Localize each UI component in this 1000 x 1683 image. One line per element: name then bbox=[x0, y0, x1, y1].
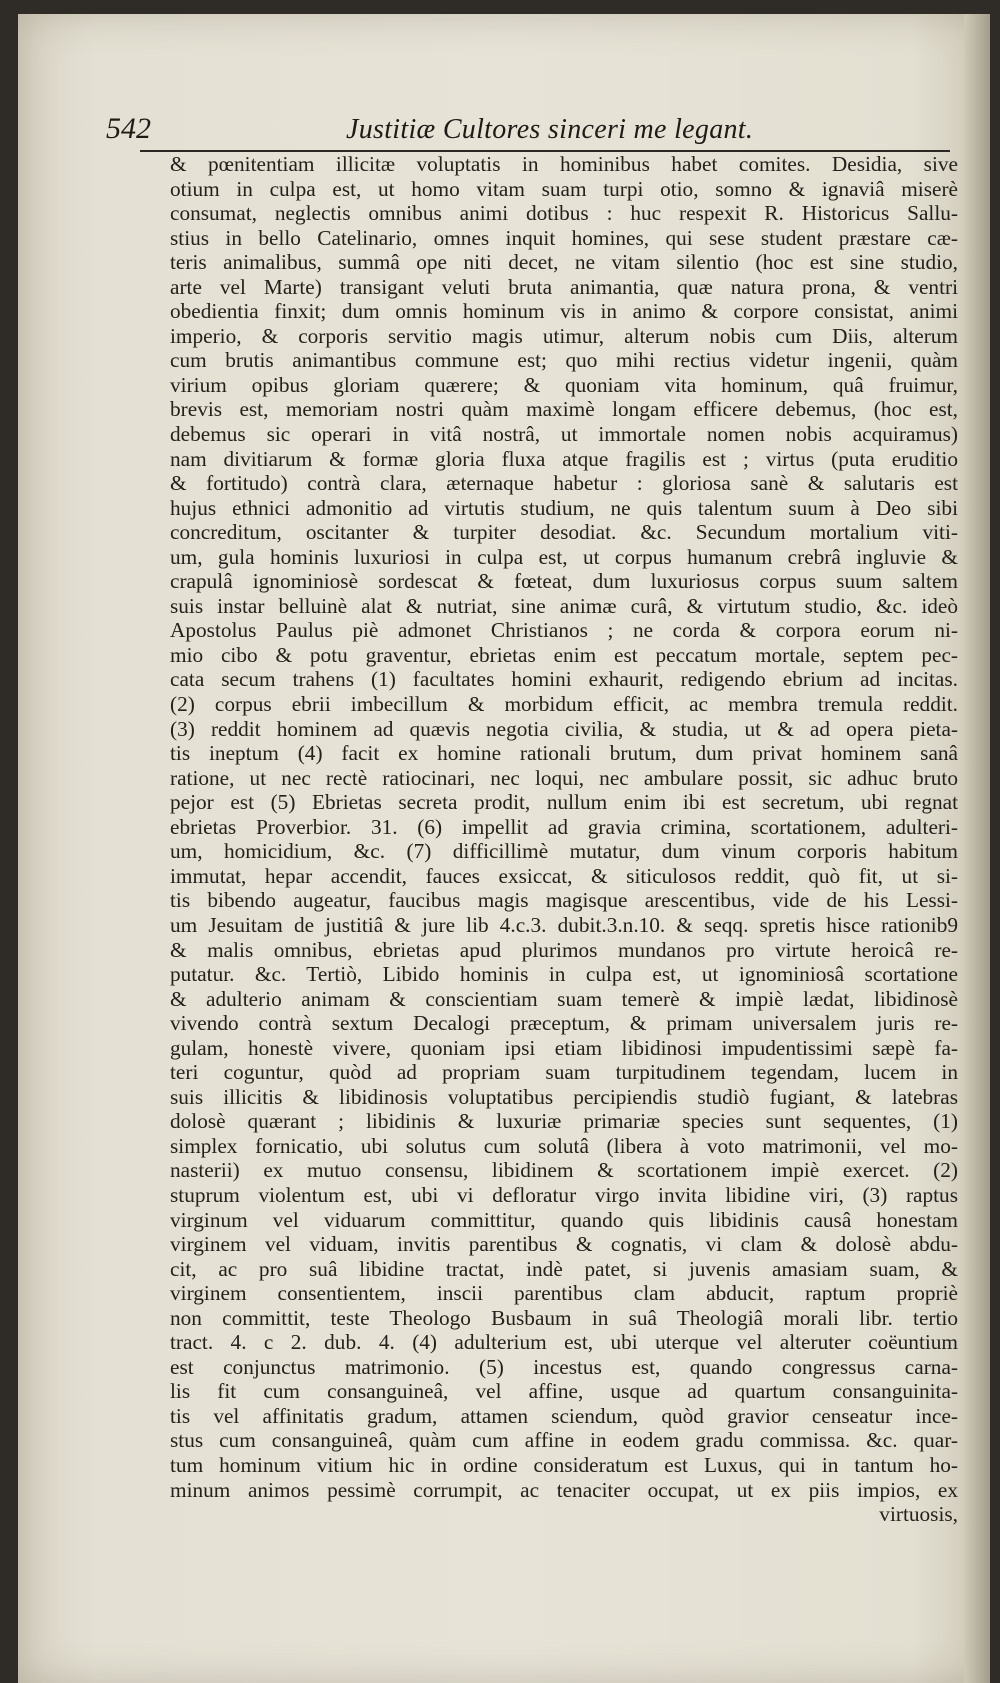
text-line: (3) reddit hominem ad quævis negotia civilia, & studia, ut & ad opera pieta- bbox=[170, 716, 958, 741]
text-line: tis ineptum (4) facit ex homine rationali brutum, dum privat hominem sanâ bbox=[170, 741, 958, 766]
body-text bbox=[170, 152, 958, 1527]
text-line: um, homicidium, &c. (7) difficillimè mutatur, dum vinum corporis habitum bbox=[170, 839, 958, 864]
text-line: gulam, honestè vivere, quoniam ipsi etiam libidinosi impudentissimi sæpè fa- bbox=[170, 1035, 958, 1060]
text-line: non committit, teste Theologo Busbaum in suâ Theologiâ morali libr. tertio bbox=[170, 1305, 958, 1330]
text-line: putatur. &c. Tertiò, Libido hominis in culpa est, ut ignominiosâ scortatione bbox=[170, 962, 958, 987]
text-line: debemus sic operari in vitâ nostrâ, ut immortale nomen nobis acquiramus) bbox=[170, 422, 958, 447]
page-edge bbox=[964, 14, 990, 1683]
running-head: Justitiæ Cultores sinceri me legant. bbox=[346, 114, 754, 145]
text-line: obedientia finxit; dum omnis hominum vis in animo & corpore consistat, animi bbox=[170, 299, 958, 324]
text-line: um Jesuitam de justitiâ & jure lib 4.c.3. dubit.3.n.10. & seqq. spretis hisce rationib9 bbox=[170, 912, 958, 937]
text-line: & malis omnibus, ebrietas apud plurimos mundanos pro virtute heroicâ re- bbox=[170, 937, 958, 962]
text-line: um, gula hominis luxuriosi in culpa est, ut corpus humanum crebrâ ingluvie & bbox=[170, 544, 958, 569]
text-line: virginem consentientem, inscii parentibus clam abducit, raptum propriè bbox=[170, 1281, 958, 1306]
text-line: vivendo contrà sextum Decalogi præceptum, & primam universalem juris re- bbox=[170, 1011, 958, 1036]
text-line: minum animos pessimè corrumpit, ac tenaciter occupat, ut ex piis impios, ex bbox=[170, 1477, 958, 1502]
text-line: teris animalibus, summâ ope niti decet, ne vitam silentio (hoc est sine studio, bbox=[170, 250, 958, 275]
text-line: concreditum, oscitanter & turpiter desodiat. &c. Secundum mortalium viti- bbox=[170, 520, 958, 545]
text-line: tum hominum vitium hic in ordine consideratum est Luxus, qui in tantum ho- bbox=[170, 1452, 958, 1477]
text-line: ratione, ut nec rectè ratiocinari, nec loqui, nec ambulare possit, sic adhuc bruto bbox=[170, 765, 958, 790]
text-line: cum brutis animantibus commune est; quo mihi rectius videtur ingenii, quàm bbox=[170, 348, 958, 373]
text-line: cata secum trahens (1) facultates homini exhaurit, redigendo ebrium ad incitas. bbox=[170, 667, 958, 692]
text-line: & pœnitentiam illicitæ voluptatis in hominibus habet comites. Desidia, sive bbox=[170, 152, 958, 176]
text-line: virginem vel viduam, invitis parentibus & cognatis, vi clam & dolosè abdu- bbox=[170, 1232, 958, 1257]
text-line: consumat, neglectis omnibus animi dotibus : huc respexit R. Historicus Sallu- bbox=[170, 201, 958, 226]
text-line: ebrietas Proverbior. 31. (6) impellit ad gravia crimina, scortationem, adulteri- bbox=[170, 814, 958, 839]
text-line: Apostolus Paulus piè admonet Christianos ; ne corda & corpora eorum ni- bbox=[170, 618, 958, 643]
text-line: immutat, hepar accendit, fauces exsiccat, & siticulosos reddit, quò fit, ut si- bbox=[170, 863, 958, 888]
text-line: arte vel Marte) transigant veluti bruta animantia, quæ natura prona, & ventri bbox=[170, 274, 958, 299]
text-line: & adulterio animam & conscientiam suam temerè & impiè lædat, libidinosè bbox=[170, 986, 958, 1011]
page-number: 542 bbox=[106, 112, 151, 145]
text-line: (2) corpus ebrii imbecillum & morbidum efficit, ac membra tremula reddit. bbox=[170, 692, 958, 717]
text-line: stius in bello Catelinario, omnes inquit homines, qui sese student præstare cæ- bbox=[170, 225, 958, 250]
text-line: est conjunctus matrimonio. (5) incestus est, quando congressus carna- bbox=[170, 1354, 958, 1379]
text-line: tis bibendo augeatur, faucibus magis magisque arescentibus, vide de his Lessi- bbox=[170, 888, 958, 913]
text-line: hujus ethnici admonitio ad virtutis studium, ne quis talentum suum à Deo sibi bbox=[170, 495, 958, 520]
text-line: stus cum consanguineâ, quàm cum affine in eodem gradu commissa. &c. quar- bbox=[170, 1428, 958, 1453]
text-line: virginum vel viduarum committitur, quando quis libidinis causâ honestam bbox=[170, 1207, 958, 1232]
text-line: mio cibo & potu graventur, ebrietas enim est peccatum mortale, septem pec- bbox=[170, 642, 958, 667]
text-line: & fortitudo) contrà clara, æternaque habetur : gloriosa sanè & salutaris est bbox=[170, 471, 958, 496]
text-line: dolosè quærant ; libidinis & luxuriæ primariæ species sunt sequentes, (1) bbox=[170, 1109, 958, 1134]
text-line: suis instar belluinè alat & nutriat, sine animæ curâ, & virtutum studio, &c. ideò bbox=[170, 593, 958, 618]
text-line: suis illicitis & libidinosis voluptatibus percipiendis studiò fugiant, & latebras bbox=[170, 1084, 958, 1109]
text-line: brevis est, memoriam nostri quàm maximè longam efficere debemus, (hoc est, bbox=[170, 397, 958, 422]
text-line: pejor est (5) Ebrietas secreta prodit, nullum enim ibi est secretum, ubi regnat bbox=[170, 790, 958, 815]
text-line: virtuosis, bbox=[879, 1502, 958, 1527]
text-line: otium in culpa est, ut homo vitam suam turpi otio, somno & ignaviâ miserè bbox=[170, 176, 958, 201]
text-line: teri coguntur, quòd ad propriam suam turpitudinem tegendam, lucem in bbox=[170, 1060, 958, 1085]
text-line: imperio, & corporis servitio magis utimur, alterum nobis cum Diis, alterum bbox=[170, 323, 958, 348]
text-line: simplex fornicatio, ubi solutus cum solutâ (libera à voto matrimonii, vel mo- bbox=[170, 1133, 958, 1158]
text-line: tract. 4. c 2. dub. 4. (4) adulterium est, ubi uterque vel alteruter coëuntium bbox=[170, 1330, 958, 1355]
text-line: cit, ac pro suâ libidine tractat, indè patet, si juvenis amasiam suam, & bbox=[170, 1256, 958, 1281]
text-line: stuprum violentum est, ubi vi defloratur virgo invita libidine viri, (3) raptus bbox=[170, 1182, 958, 1207]
page-header bbox=[106, 108, 926, 148]
text-line: crapulâ ignominiosè sordescat & fœteat, dum luxuriosus corpus suum saltem bbox=[170, 569, 958, 594]
text-line: tis vel affinitatis gradum, attamen sciendum, quòd gravior censeatur ince- bbox=[170, 1403, 958, 1428]
text-line: virium opibus gloriam quærere; & quoniam vita hominum, quâ fruimur, bbox=[170, 372, 958, 397]
text-line: lis fit cum consanguineâ, vel affine, usque ad quartum consanguinita- bbox=[170, 1379, 958, 1404]
text-line: nasterii) ex mutuo consensu, libidinem & scortationem impiè exercet. (2) bbox=[170, 1158, 958, 1183]
text-line: nam divitiarum & formæ gloria fluxa atque fragilis est ; virtus (puta eruditio bbox=[170, 446, 958, 471]
